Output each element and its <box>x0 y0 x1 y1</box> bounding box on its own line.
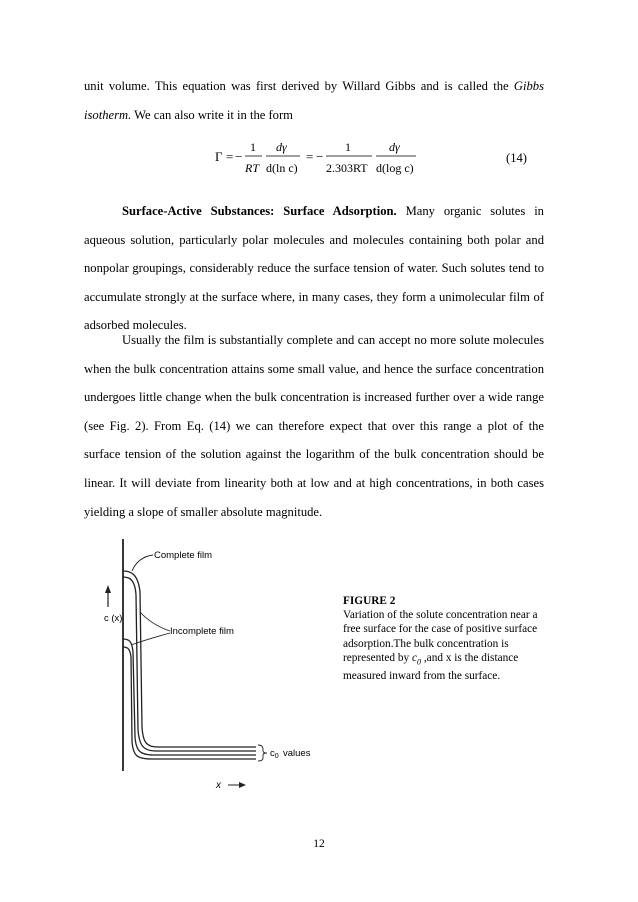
caption-text-2: ,and x is the distance measured inward from the surface. <box>343 651 519 683</box>
incomplete-film-label: Incomplete film <box>170 626 234 637</box>
equation-number: (14) <box>506 151 527 165</box>
complete-film-leader <box>132 555 153 571</box>
eq-rt-1: RT <box>245 161 260 175</box>
eq-dgamma-2: dγ <box>389 140 400 154</box>
eq-dgamma-1: dγ <box>276 140 287 154</box>
film-complete-text: Usually the film is substantially complete and can accept no more solute molecules when the bulk concentration attains some small value, and hence the surface concentration undergoes little change when the bulk concentration is increased further over a wide range (see Fig. 2). From Eq. (14) we can therefore expect that over this range a plot of the surface tension of the solution against the logarithm of the bulk concentration should be linear. It will deviate from linearity both at low and at high concentrations, in both cases yielding a slope of smaller absolute magnitude. <box>84 333 544 519</box>
eq-equals-1: = <box>226 149 234 164</box>
eq-minus-1: − <box>235 149 243 164</box>
section-heading-surface-adsorption: Surface-Active Substances: Surface Adsorption. <box>122 204 397 218</box>
c0-label: $c_0$ <box>270 748 279 760</box>
surface-active-text: Many organic solutes in aqueous solution, particularly polar molecules and molecules containing both polar and nonpolar groupings, considerably reduce the surface tension of water. Such solutes tend to accumulate strongly at the surface where, in many cases, they form a unimolecular film of adsorbed molecules. <box>84 204 544 333</box>
curve-incomplete-film-lower <box>123 647 256 759</box>
gibbs-italic: Gibbs <box>513 79 544 93</box>
x-axis-arrow-head <box>239 782 246 788</box>
caption-c0-symbol: $c_0$ <box>412 651 422 667</box>
caption-title: FIGURE 2 <box>343 595 396 607</box>
complete-film-label: Complete film <box>154 550 213 561</box>
paragraph-surface-active <box>84 197 544 340</box>
eq-rt-2303: 2.303RT <box>326 161 368 175</box>
equation-14 <box>0 136 638 184</box>
y-axis-arrow-head <box>105 585 111 593</box>
eq-minus-2: − <box>316 149 324 164</box>
page-number: 12 <box>313 838 325 850</box>
gibbs-intro-line-2: We can also write it in the form <box>131 107 293 122</box>
c0-values-brace <box>258 745 267 761</box>
figure-2-caption <box>343 594 543 683</box>
caption-text-1: Variation of the solute concentration near a free surface for the case of positive surface adsorption.The bulk concentration is represented by <box>343 609 538 664</box>
incomplete-film-leader-upper <box>140 612 170 631</box>
figure-2-diagram <box>104 537 328 794</box>
eq-d-ln-c: d(ln c) <box>266 161 298 175</box>
eq-equals-2: = <box>306 149 314 164</box>
eq-one-2: 1 <box>345 140 351 154</box>
eq-d-log-c: d(log c) <box>376 161 414 175</box>
gibbs-intro-line-1: unit volume. This equation was first derived by Willard Gibbs and is called the <box>84 79 514 93</box>
paragraph-gibbs-intro <box>84 72 544 129</box>
c0-values-label: values <box>283 748 311 759</box>
curve-complete-film-outer <box>123 571 256 747</box>
isotherm-italic: isotherm. <box>84 107 132 122</box>
paragraph-film-complete <box>84 326 544 526</box>
eq-one-1: 1 <box>250 140 256 154</box>
eq-gamma: Γ <box>215 149 223 164</box>
y-axis-label: c (x) <box>104 613 123 624</box>
curve-complete-film-inner <box>123 577 256 751</box>
x-axis-label: x <box>216 780 221 791</box>
